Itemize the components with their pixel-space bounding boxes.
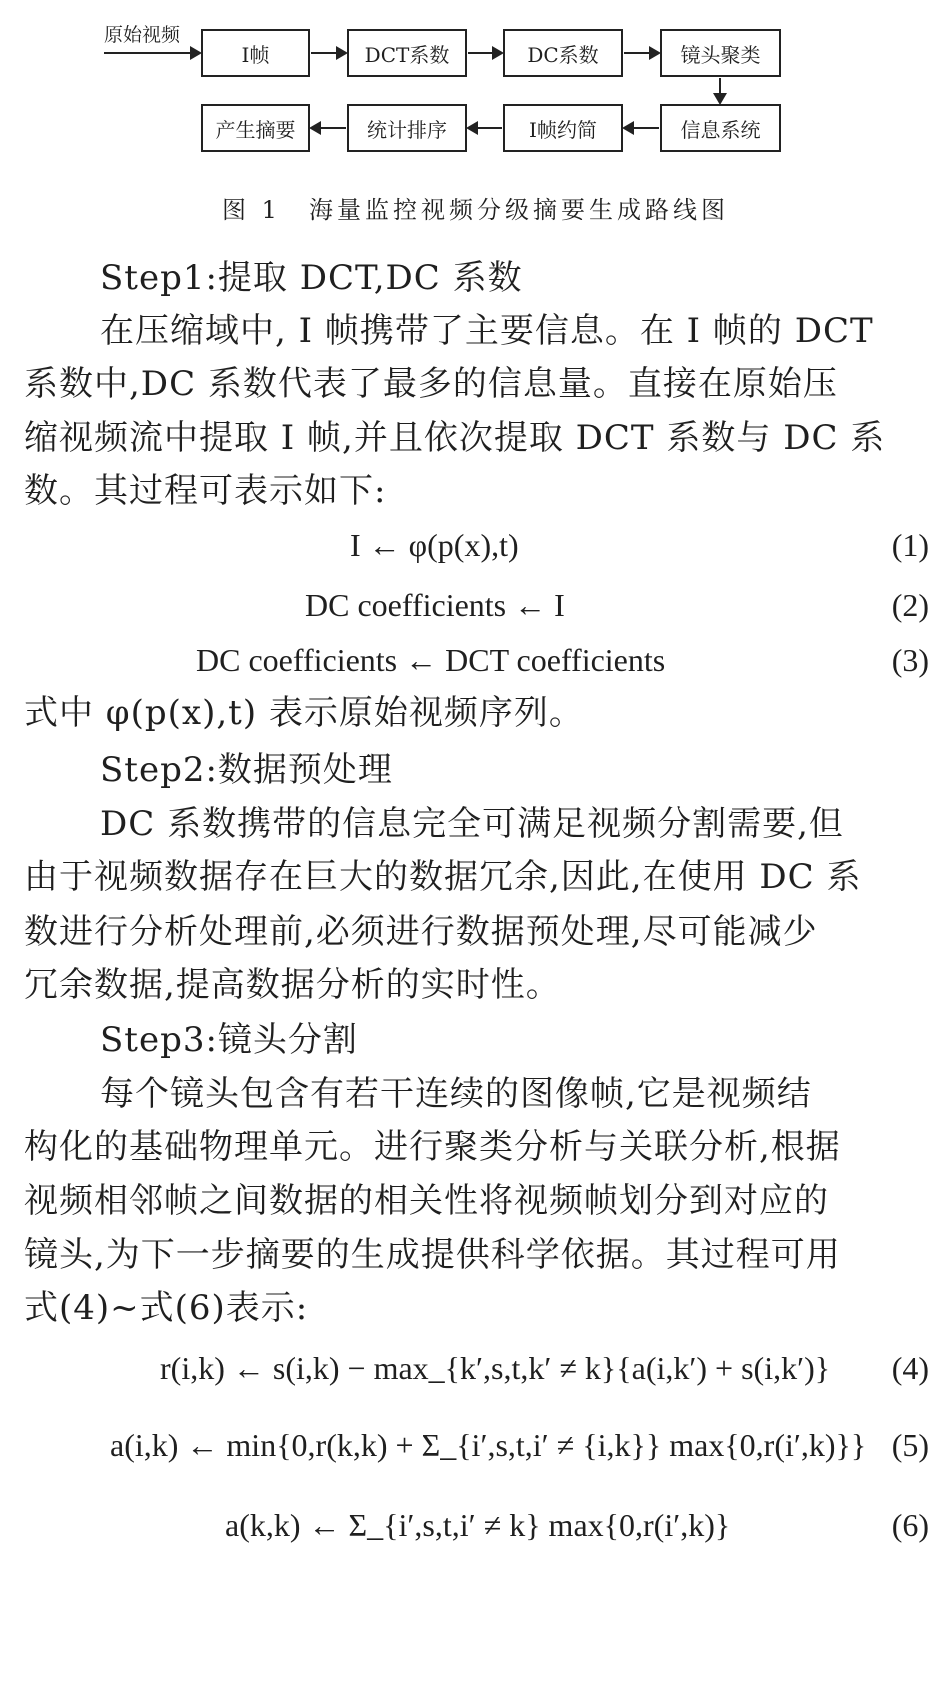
step3-title: Step3:镜头分割 (100, 1020, 358, 1060)
arrow-input (104, 52, 200, 54)
paragraph-line: 镜头,为下一步摘要的生成提供科学依据。其过程可用 (24, 1235, 841, 1275)
box-cluster: 镜头聚类 (660, 29, 781, 77)
step1-title: Step1:提取 DCT,DC 系数 (100, 258, 523, 298)
paragraph-line: 数进行分析处理前,必须进行数据预处理,尽可能减少 (24, 912, 818, 952)
equation-2: DC coefficients ← I (305, 587, 565, 623)
paragraph-line: 由于视频数据存在巨大的数据冗余,因此,在使用 DC 系 (24, 857, 862, 897)
equation-3: DC coefficients ← DCT coefficients (196, 642, 666, 678)
equation-number: (5) (891, 1427, 929, 1463)
paragraph-line: 缩视频流中提取 I 帧,并且依次提取 DCT 系数与 DC 系 (24, 418, 886, 458)
equation-number: (2) (891, 587, 929, 623)
paragraph-line: 冗余数据,提高数据分析的实时性。 (24, 965, 561, 1005)
arrow-4 (624, 127, 659, 129)
paragraph-line: 在压缩域中, I 帧携带了主要信息。在 I 帧的 DCT (100, 311, 874, 351)
paragraph-line: 每个镜头包含有若干连续的图像帧,它是视频结 (100, 1074, 812, 1114)
arrow-3 (624, 52, 659, 54)
paragraph-line: 式(4)~式(6)表示: (24, 1288, 309, 1328)
box-summary: 产生摘要 (201, 104, 310, 152)
equation-note: 式中 φ(p(x),t) 表示原始视频序列。 (24, 693, 584, 733)
paragraph-line: 系数中,DC 系数代表了最多的信息量。直接在原始压 (24, 364, 838, 404)
arrow-5 (468, 127, 502, 129)
box-i-frame: I帧 (201, 29, 310, 77)
box-info: 信息系统 (660, 104, 781, 152)
equation-6: a(k,k) ← Σ_{i′,s,t,i′ ≠ k} max{0,r(i′,k)} (225, 1507, 731, 1543)
arrow-6 (311, 127, 346, 129)
arrow-1 (311, 52, 346, 54)
arrow-2 (468, 52, 502, 54)
input-label: 原始视频 (104, 24, 181, 46)
paragraph-line: 构化的基础物理单元。进行聚类分析与关联分析,根据 (24, 1127, 841, 1167)
box-dct: DCT系数 (347, 29, 467, 77)
equation-1: I ← φ(p(x),t) (350, 527, 519, 563)
box-dc: DC系数 (503, 29, 623, 77)
equation-number: (6) (891, 1507, 929, 1543)
arrow-down (719, 78, 721, 103)
box-simplify: I帧约简 (503, 104, 623, 152)
equation-number: (4) (891, 1350, 929, 1386)
figure-caption: 图 1 海量监控视频分级摘要生成路线图 (222, 196, 729, 224)
paragraph-line: 数。其过程可表示如下: (24, 471, 387, 511)
equation-number: (1) (891, 527, 929, 563)
paragraph-line: DC 系数携带的信息完全可满足视频分割需要,但 (100, 804, 844, 844)
step2-title: Step2:数据预处理 (100, 750, 393, 790)
paragraph-line: 视频相邻帧之间数据的相关性将视频帧划分到对应的 (24, 1181, 829, 1221)
equation-5: a(i,k) ← min{0,r(k,k) + Σ_{i′,s,t,i′ ≠ {i,k}} max{0,r(i′,k)}} (110, 1427, 867, 1463)
box-sort: 统计排序 (347, 104, 467, 152)
equation-number: (3) (891, 642, 929, 678)
equation-4: r(i,k) ← s(i,k) − max_{k′,s,t,k′ ≠ k}{a(i,k′) + s(i,k′)} (160, 1350, 831, 1386)
